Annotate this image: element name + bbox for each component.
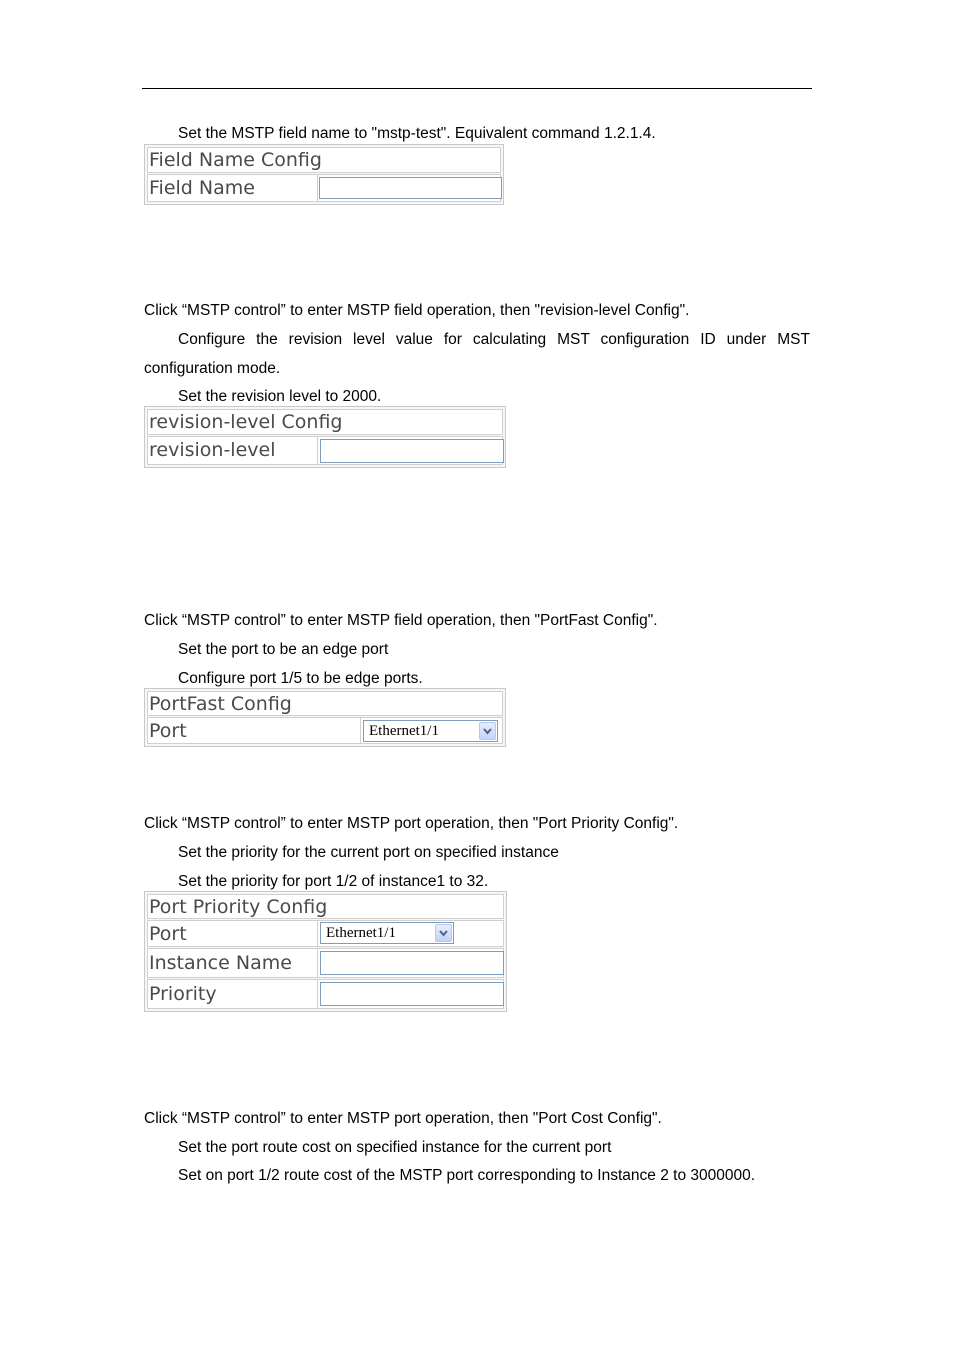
instance-name-input[interactable] [320, 951, 504, 975]
chevron-down-icon [483, 728, 492, 735]
panel-title: Port Priority Config [149, 896, 328, 918]
dropdown-button[interactable] [435, 924, 452, 942]
port-select-value: Ethernet1/1 [369, 723, 439, 739]
priority-row [147, 979, 504, 1009]
panel-title-row [147, 147, 501, 173]
port-label: Port [149, 923, 187, 945]
portfast-config-panel [144, 688, 506, 747]
field-name-label: Field Name [149, 177, 255, 199]
panel-title: PortFast Config [149, 693, 292, 715]
field-label-cell [148, 921, 318, 946]
paragraph: Set the MSTP field name to "mstp-test". Equivalent command 1.2.1.4. [178, 125, 656, 142]
paragraph: Click “MSTP control” to enter MSTP port operation, then "Port Priority Config". [144, 815, 679, 832]
field-name-config-panel [144, 144, 504, 205]
chevron-down-icon [439, 930, 448, 937]
paragraph: Set the port to be an edge port [178, 641, 389, 658]
paragraph: Set on port 1/2 route cost of the MSTP port corresponding to Instance 2 to 3000000. [178, 1167, 756, 1184]
paragraph-line: Configure the revision level value for calculating MST configuration ID under MST [178, 331, 810, 348]
port-label: Port [149, 720, 187, 742]
priority-label: Priority [149, 983, 217, 1005]
panel-title-row [147, 409, 503, 435]
paragraph: Click “MSTP control” to enter MSTP port operation, then "Port Cost Config". [144, 1110, 662, 1127]
field-name-row [147, 174, 501, 202]
panel-title: Field Name Config [149, 149, 322, 171]
field-label-cell [148, 437, 318, 464]
field-label-cell [148, 175, 318, 201]
port-select-value: Ethernet1/1 [326, 925, 396, 941]
field-label-cell [148, 949, 318, 977]
paragraph: Click “MSTP control” to enter MSTP field operation, then "PortFast Config". [144, 612, 658, 629]
port-row [147, 717, 503, 744]
revision-level-input[interactable] [320, 439, 504, 463]
paragraph: Configure port 1/5 to be edge ports. [178, 670, 423, 687]
field-name-input[interactable] [319, 177, 502, 199]
field-label-cell [148, 980, 318, 1008]
port-priority-config-panel [144, 891, 507, 1012]
header-rule [142, 88, 812, 89]
revision-level-label: revision-level [149, 439, 276, 461]
instance-name-row [147, 948, 504, 978]
paragraph: Set the priority for port 1/2 of instance1 to 32. [178, 873, 489, 890]
panel-title-row [147, 691, 503, 716]
dropdown-button[interactable] [479, 722, 496, 740]
paragraph: Click “MSTP control” to enter MSTP field operation, then "revision-level Config". [144, 302, 690, 319]
instance-name-label: Instance Name [149, 952, 292, 974]
revision-level-config-panel [144, 406, 506, 468]
paragraph-justified [178, 331, 810, 349]
paragraph: Set the priority for the current port on specified instance [178, 844, 559, 861]
paragraph: configuration mode. [144, 360, 281, 377]
paragraph: Set the revision level to 2000. [178, 388, 382, 405]
port-select[interactable] [320, 922, 454, 944]
revision-level-row [147, 436, 503, 465]
field-label-cell [148, 718, 361, 743]
panel-title: revision-level Config [149, 411, 343, 433]
paragraph: Set the port route cost on specified instance for the current port [178, 1139, 612, 1156]
port-row [147, 920, 504, 947]
priority-input[interactable] [320, 982, 504, 1006]
port-select[interactable] [363, 720, 498, 742]
panel-title-row [147, 894, 504, 919]
